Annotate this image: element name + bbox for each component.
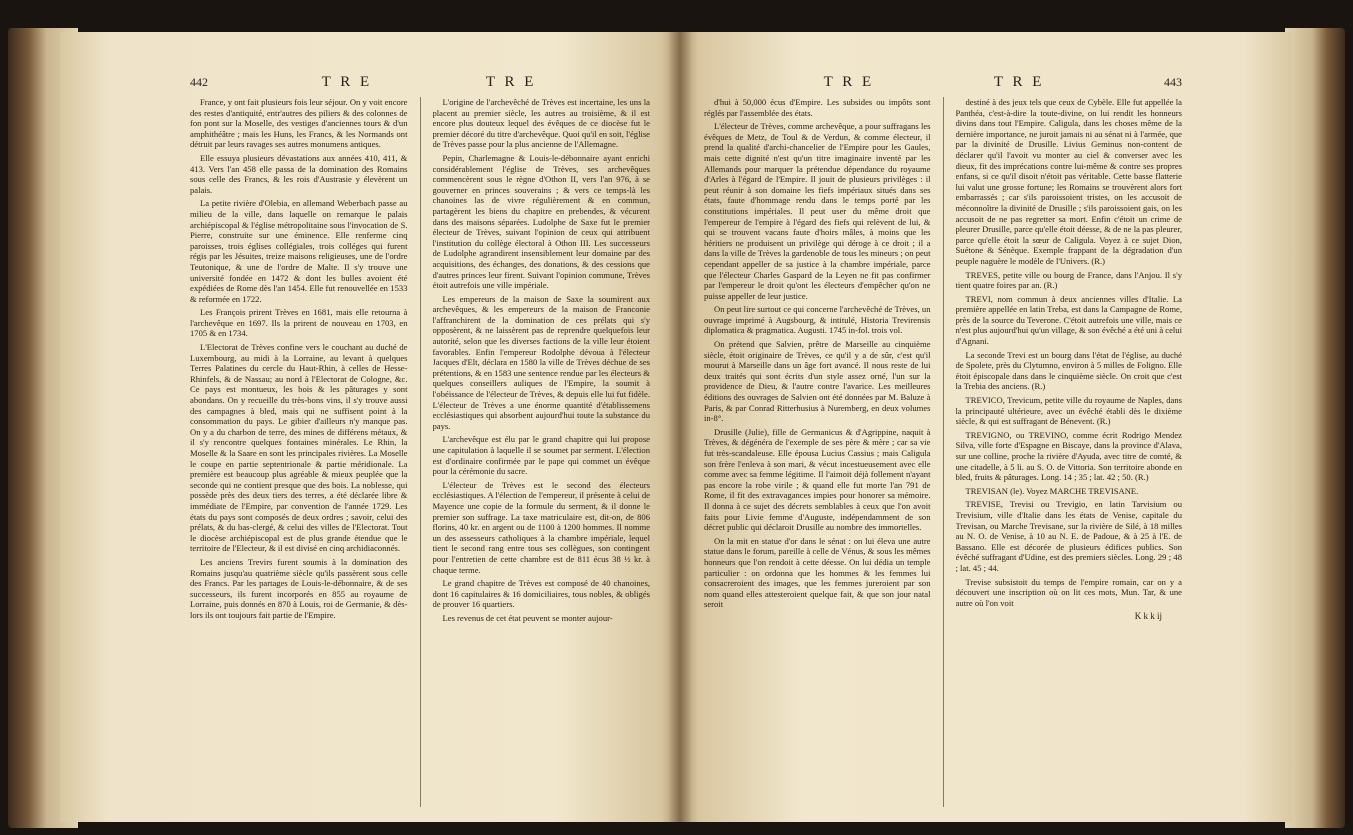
right-running-head-2: T R E	[993, 74, 1045, 90]
paragraph: Les revenus de cet état peuvent se monter aujour-	[442, 612, 613, 623]
paragraph: L'archevêque est élu par le grand chapitre qui lui propose une capitulation à laquelle il se soumet par serment. L'élection est d'ordinaire confirmée par le pape qui commet un évêque pour la cérémonie du sacre.	[432, 434, 650, 477]
column-divider	[420, 97, 421, 807]
paragraph: Le grand chapitre de Trèves est composé de 40 chanoines, dont 16 capitulaires & 16 domiciliaires, tous nobles, & obligés de prouver 16 quartiers.	[432, 578, 650, 610]
paragraph: TREVISE, Trevisi ou Trevigio, en latin Tarvisium ou Trevisium, ville d'Italie dans les états de Venise, capitale du Trevisan, ou Marche Trevisane, sur la rivière de Silé, à 18 milles au N. O. de Venise, à 10 au N. E. de Padoue, & à 25 à l'E. de Bassano. Elle est décorée de plusieurs édifices publics. Son évêché suffragant d'Udine, est des premiers siècles. Long. 29 ; 48 ; lat. 45 ; 44.	[955, 499, 1182, 573]
right-column-2	[956, 97, 1183, 807]
left-running-head-2: T R E	[485, 74, 537, 90]
right-page-number: 443	[1164, 75, 1182, 89]
paragraph: L'origine de l'archevêché de Trèves est incertaine, les uns la placent au premier siècle, les autres au troisième, & il est encore plus douteux lequel des évêques de ce diocèse fut le premier décoré du titre d'archevêque. Quoi qu'il en soit, l'église de Trèves passe pour la plus ancienne de l'Allemagne.	[432, 97, 650, 150]
right-page-header	[704, 74, 1182, 91]
paragraph: France, y ont fait plusieurs fois leur séjour. On y voit encore des restes d'antiquité, entr'autres des piliers & des colonnes de fon pont sur la Moselle, des vestiges d'anciennes tours & d'un amphithéâtre ; mais les Huns, les Francs, & les Normands ont détruit par leurs ravages ses autres monumens antiques.	[190, 97, 408, 150]
paragraph: TREVISAN (le). Voyez MARCHE TREVISANE.	[965, 485, 1139, 496]
paragraph: La petite rivière d'Olebia, en allemand Weberbach passe au milieu de la ville, dans laquelle on remarque le palais archiépiscopal & l'église métropolitaine sous l'invocation de S. Pierre, construite sur une éminence. Elle renferme cinq paroisses, trois églises collégiales, trois colléges qui furent régis par les Jésuites, treize maisons religieuses, une de l'ordre Teutonique, & une de l'ordre de Malte. Il s'y trouve une université fondée en 1472 & dont les bulles avoient été expédiées de Rome dès l'an 1454. Elle fut renouvellée en 1533 & reformée en 1722.	[190, 198, 408, 304]
left-column-2	[433, 97, 651, 807]
paragraph: Pepin, Charlemagne & Louis-le-débonnaire ayant enrichi considérablement l'église de Trèves, ses archevêques commencèrent sous le règne d'Othon II, vers l'an 976, à se gouverner en princes souverains ; & vers ce temps-là les chanoines las de vivre régulièrement & en commun, partagèrent les biens du chapitre en prebendes, & vécurent dans des maisons séparées. Ludolphe de Saxe fut le premier électeur de Trèves, suivant l'opinion de ceux qui attribuent l'institution du collège électoral à Othon III. Les successeurs de Ludolphe agrandirent insensiblement leur domaine par des acquisitions, des échanges, des donations, & des cessions que d'autres princes leur firent. Suivant l'opinion commune, Trèves étoit autrefois une ville impériale.	[432, 152, 650, 291]
left-page-header	[190, 74, 650, 91]
paragraph: TREVICO, Trevicum, petite ville du royaume de Naples, dans la principauté ultérieure, avec un évêché établi dès le dixième siècle, & qui est suffragant de Bénevent. (R.)	[955, 395, 1182, 427]
paragraph: Les François prirent Trèves en 1681, mais elle retourna à l'archevêque en 1697. Ils la prirent de nouveau en 1703, en 1705 & en 1734.	[190, 307, 408, 339]
right-running-head-1: T R E	[823, 74, 875, 90]
paragraph: On la mit en statue d'or dans le sénat : on lui éleva une autre statue dans le forum, pareille à celle de Vénus, & sous les mêmes honneurs que l'on rendoit à cette déesse. On lui dédia un temple particulier : on ordonna que les hommes & les femmes lui consacreroient des images, que les femmes jureroient par son nom quand elles attesteroient quelque fait, & que son jour natal seroit	[704, 535, 931, 610]
paragraph: On peut lire surtout ce qui concerne l'archevêché de Trèves, un ouvrage imprimé à Augsbourg, & intitulé, Historia Trevirensis diplomatica & pragmatica. Augusti. 1745 in-fol. trois vol.	[704, 304, 931, 336]
left-page	[60, 32, 680, 822]
paragraph: La seconde Trevi est un bourg dans l'état de l'église, au duché de Spolete, près du Clytumno, environ à 5 milles de Foligno. Elle étoit épiscopale dans dans le cinquième siècle. On croit que c'est la Trebia des anciens. (R.)	[955, 349, 1182, 392]
paragraph: Elle essuya plusieurs dévastations aux années 410, 411, & 413. Vers l'an 458 elle passa de la domination des Romains sous celle des Francs, & les rois d'Austrasie y élevèrent un palais.	[190, 152, 408, 195]
paragraph: TREVIGNO, ou TREVINO, comme écrit Rodrigo Mendez Silva, ville forte d'Espagne en Biscaye, dans la province d'Alava, sur une colline, proche la rivière d'Ayuda, avec titre de comté, & une citadelle, à 5 li. au S. O. de Vittoria. Son territoire abonde en bled, fruits & pâturages. Long. 14 ; 35 ; lat. 42 ; 50. (R.)	[955, 429, 1182, 483]
left-page-number: 442	[190, 75, 208, 89]
paragraph: d'hui à 50,000 écus d'Empire. Les subsides ou impôts sont réglés par l'assemblée des états.	[704, 97, 931, 118]
paragraph: L'Electorat de Trèves confine vers le couchant au duché de Luxembourg, au midi à la Lorraine, au levant à quelques Terres Palatines du cercle du Haut-Rhin, à celles de Hesse-Rhinfels, & de Nassau; au nord à l'Electorat de Cologne, &c. Ce pays est montueux, les bois & les pâturages y sont abondans. On y recueille du très-bons vins, il s'y trouve aussi des campagnes à bled, mais qui ne suffisent point à la consommation du pays. Le gibier d'ailleurs n'y manque pas. On y a du charbon de terre, des mines de différens métaux, & il s'y rencontre quelques fontaines minérales. Le Rhin, la Moselle & la Saare en sont les principales rivières. La Moselle le coupe en partie septentrionale & partie méridionale. La première est beaucoup plus agréable & mieux peuplée que la seconde qui ne contient presque que des bois. La noblesse, qui possède près des deux tiers des terres, a été déclarée libre & immédiate de l'Empire, par convention de l'année 1729. Les états du pays sont composés de deux ordres ; savoir, celui des prélats, & du bas-clergé, & celui des villes de l'Electorat. Tout le diocèse archiépiscopal est de plus grande étendue que le territoire de l'Electeur, & il est divisé en cinq archidiaconnés.	[190, 342, 408, 554]
column-divider	[943, 97, 944, 807]
paragraph: On prétend que Salvien, prêtre de Marseille au cinquième siècle, étoit originaire de Trèves, ce qu'il y a de sûr, c'est qu'il mourut à Marseille dans un âge fort avancé. Il nous reste de lui deux traités qui sont écrits d'un style assez orné, l'un sur la providence de Dieu, & l'autre contre l'avarice. Les meilleures éditions des ouvrages de Salvien ont été données par M. Baluze à Paris, & par Conrad Ritterhusius à Nuremberg, en deux volumes in-8°.	[704, 339, 931, 424]
paragraph: Drusille (Julie), fille de Germanicus & d'Agrippine, naquit à Trèves, & dégénéra de l'exemple de ses père & mère ; car sa vie fut très-scandaleuse. Elle épousa Lucius Cassius ; mais Caligula son frère l'enleva à son mari, & vécut incestueusement avec elle comme avec sa femme légitime. Il l'aimoit déjà follement n'ayant pas encore la robe virile ; & quand elle fut morte l'an 791 de Rome, il fit des extravagances impies pour honorer sa mémoire. Il donna à ce sujet des décrets semblables à ceux que l'on avoit faits pour Livie femme d'Auguste, indépendamment de son décret public qui déclaroit Drusille au nombre des immortelles.	[704, 426, 931, 533]
paragraph: Les empereurs de la maison de Saxe la soumirent aux archevêques, & les empereurs de la maison de Franconie l'affranchirent de la domination de ces prélats qui s'y opposèrent, & ne laissèrent pas de reprendre quelquefois leur autorité, selon que les diverses factions de la ville leur étoient favorables. Enfin l'empereur Rodolphe dévoua à l'électeur Jacques d'Elt, déclara en 1580 la ville de Trèves déchue de ses prétentions, & en 1583 une sentence rendue par les électeurs & quelques conseillers auliques de l'Empire, la soumit à l'obéissance de l'électeur de Trèves, & depuis elle lui fut fidèle. L'électeur de Trèves a une énorme quantité d'établissemens ecclésiastiques qui absorbent aujourd'hui toute la substance du pays.	[432, 293, 650, 431]
left-running-head-1: T R E	[321, 74, 373, 90]
paragraph: Les anciens Trevirs furent soumis à la domination des Romains jusqu'au quatrième siècle qu'ils passèrent sous celle des Francs. Par les partages de Louis-le-débonnaire, & de ses successeurs, ils furent incorporés en 855 au royaume de Lorraine, puis donnés en 870 à Louis, roi de Germanie, & dès-lors ils ont toujours fait partie de l'Empire.	[190, 556, 408, 620]
paragraph: L'électeur de Trèves est le second des électeurs ecclésiastiques. A l'élection de l'empereur, il présente à celui de Mayence une copie de la formule du serment, & il donne le premier son suffrage. La taxe matriculaire est, dit-on, de 806 florins, 40 kr. en argent ou de 1100 à 1200 hommes. Il nomme un des assesseurs catholiques à la chambre impériale, lequel tient le second rang entre tous ses collègues, son contingent pour l'entretien de cette chambre est de 811 écus 38 ½ kr. à chaque terme.	[432, 479, 650, 575]
paragraph: destiné à des jeux tels que ceux de Cybèle. Elle fut appellée la Panthéa, c'est-à-dire la toute-divine, on lui rendit les honneurs divins dans tout l'Empire. Caligula, dans les choses même de la dernière importance, ne juroit jamais ni au sénat ni à l'armée, que par la divinité de Drusille. Livius Geminus non-content de déclarer qu'il l'avoit vu monter au ciel & converser avec les dieux, fit des imprécations contre lui-même & contre ses propres enfans, si ce qu'il disoit n'étoit pas véritable. Cette basse flatterie lui valut une grosse fortune; les Romains se trouvèrent alors fort embarrassés ; car s'ils paroissoient tristes, on les accusoit de méconnoître la divinité de Drusille ; s'ils paroissoient gais, on les accusoit de ne pas regretter sa mort. Enfin c'étoit un crime de pleurer Drusille, parce qu'elle étoit déesse, & de ne la pas pleurer, parce qu'elle étoit la sœur de Caligula. Voyez à ce sujet Dion, Suétone & Sénèque. Exemple frappant de la dégradation d'un peuple naguère le modèle de l'Univers. (R.)	[955, 97, 1182, 266]
paragraph: TREVES, petite ville ou bourg de France, dans l'Anjou. Il s'y tient quatre foires par an. (R.)	[955, 269, 1182, 291]
paragraph: L'électeur de Trèves, comme archevêque, a pour suffragans les évêques de Metz, de Toul & de Verdun, & comme électeur, il prend la qualité d'archi-chancelier de l'Empire pour les Gaules, mais cette dignité n'est qu'un titre imaginaire inventé par les Allemands pour marquer la prétendue dépendance du royaume d'Arles à l'égard de l'Empire. Il jouit de plusieurs privilèges : il peut réunir à son domaine les fiefs impériaux situés dans ses états, faute d'hommage rendu dans le temps porté par les constitutions impériales. Il peut user du même droit que l'empereur de l'empire à l'égard des fiefs qui relèvent de lui, & qui se trouvent vacans faute d'hoirs mâles, à moins que les héritiers ne produisent un privilège qui déroge à ce droit ; il a dans la ville de Trèves la gardenoble de tous les mineurs ; on peut cependant appeller de sa justice à la chambre impériale, parce que l'électeur Charles Gaspard de la Leyen ne fit pas confirmer par l'empereur le droit qu'ont les électeurs d'empêcher qu'on ne puisse appeller de leur justice.	[704, 121, 931, 301]
paragraph: TREVI, nom commun à deux anciennes villes d'Italie. La première appellée en latin Treba, est dans la Campagne de Rome, près de la source du Teverone. C'étoit autrefois une ville, mais ce n'est plus aujourd'hui qu'un village, & son évêché a été uni à celui d'Agnani.	[955, 293, 1182, 347]
left-column-1	[190, 97, 408, 807]
signature-mark: K k k ij	[1134, 611, 1162, 622]
right-page-edges	[1285, 28, 1345, 828]
paragraph: Trevise subsistoit du temps de l'empire romain, car on y a découvert une inscription où on lit ces mots, Mun. Tar, & une autre où l'on voit	[955, 576, 1182, 608]
right-column-1	[704, 97, 931, 807]
right-page	[680, 32, 1292, 822]
